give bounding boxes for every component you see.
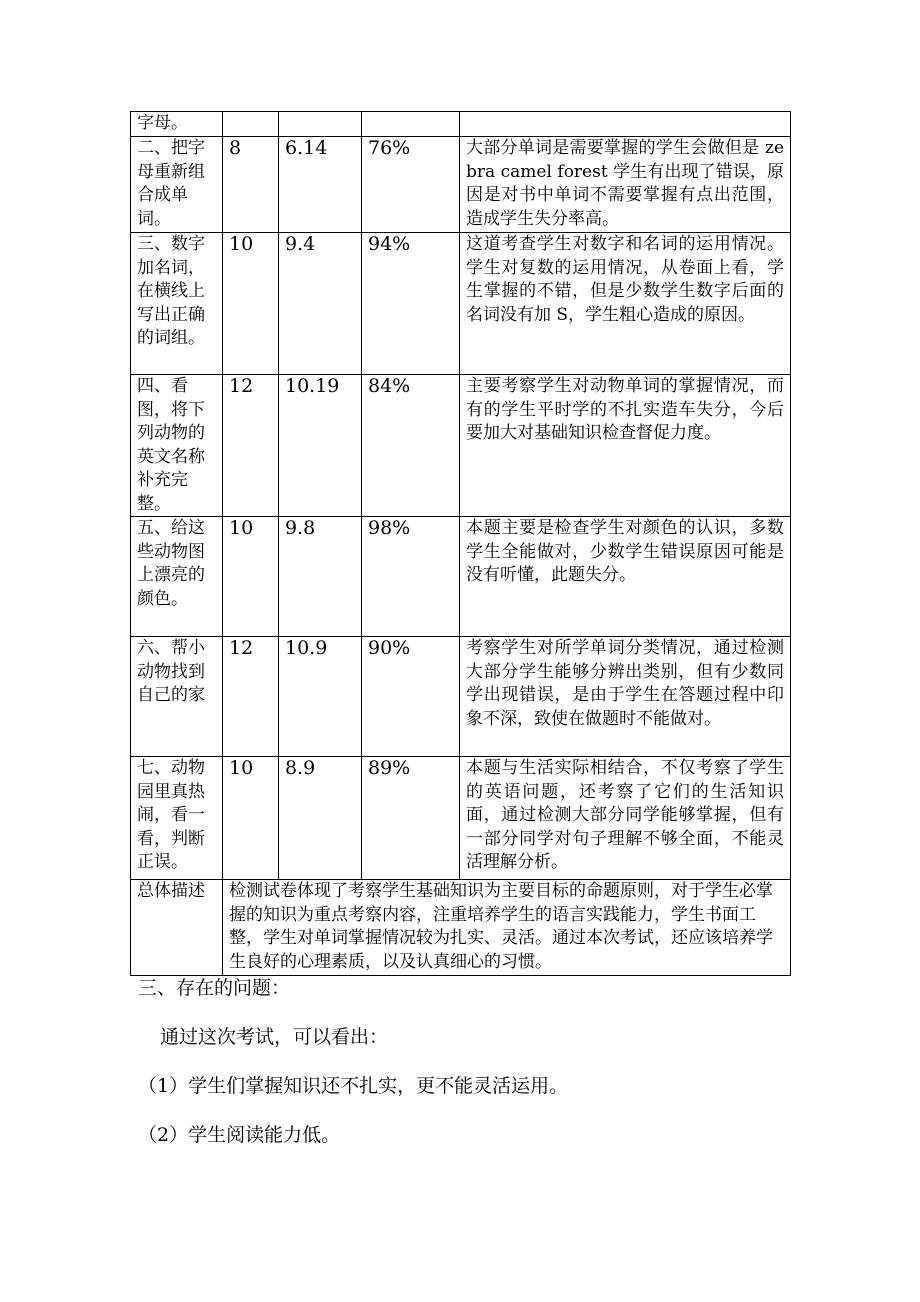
- average-cell: 10.19: [279, 375, 362, 517]
- rate-cell: 94%: [362, 233, 460, 375]
- average-cell: 9.8: [279, 517, 362, 637]
- score-cell: 10: [223, 233, 279, 375]
- table-row: [131, 112, 791, 137]
- score-cell: 12: [223, 375, 279, 517]
- summary-row: [131, 880, 791, 976]
- table-row: [131, 517, 791, 637]
- score-analysis-table: [130, 111, 791, 976]
- question-cell: 三、数字加名词，在横线上写出正确的词组。: [131, 233, 223, 375]
- score-cell: 8: [223, 137, 279, 233]
- problem-item: （2）学生阅读能力低。: [138, 1124, 341, 1146]
- rate-cell: 98%: [362, 517, 460, 637]
- comment-cell: 这道考查学生对数字和名词的运用情况。学生对复数的运用情况，从卷面上看，学生掌握的不错，但是少数学生数字后面的名词没有加 S，学生粗心造成的原因。: [460, 233, 791, 375]
- question-cell: 七、动物园里真热闹，看一看，判断正误。: [131, 757, 223, 880]
- problem-item: （1）学生们掌握知识还不扎实，更不能灵活运用。: [138, 1075, 569, 1097]
- summary-label: 总体描述: [131, 880, 223, 976]
- rate-cell: 76%: [362, 137, 460, 233]
- average-cell: 10.9: [279, 637, 362, 757]
- average-cell: 9.4: [279, 233, 362, 375]
- score-cell: 10: [223, 517, 279, 637]
- rate-cell: 90%: [362, 637, 460, 757]
- table-row: [131, 137, 791, 233]
- question-cell: 六、帮小动物找到自己的家: [131, 637, 223, 757]
- question-cell: 二、把字母重新组合成单词。: [131, 137, 223, 233]
- comment-cell: 本题与生活实际相结合，不仅考察了学生的英语问题，还考察了它们的生活知识面，通过检测大部分同学能够掌握，但有一部分同学对句子理解不够全面，不能灵活理解分析。: [460, 757, 791, 880]
- rate-cell: 84%: [362, 375, 460, 517]
- score-cell: 10: [223, 757, 279, 880]
- table-row: [131, 637, 791, 757]
- comment-cell: 考察学生对所学单词分类情况，通过检测大部分学生能够分辨出类别，但有少数同学出现错误，是由于学生在答题过程中印象不深，致使在做题时不能做对。: [460, 637, 791, 757]
- average-cell: [279, 112, 362, 137]
- average-cell: 6.14: [279, 137, 362, 233]
- table-row: [131, 375, 791, 517]
- question-cell: 字母。: [131, 112, 223, 137]
- question-cell: 五、给这些动物图上漂亮的颜色。: [131, 517, 223, 637]
- average-cell: 8.9: [279, 757, 362, 880]
- score-cell: 12: [223, 637, 279, 757]
- summary-text: 检测试卷体现了考察学生基础知识为主要目标的命题原则，对于学生必掌握的知识为重点考察内容，注重培养学生的语言实践能力，学生书面工整，学生对单词掌握情况较为扎实、灵活。通过本次考试，还应该培养学生良好的心理素质，以及认真细心的习惯。: [223, 880, 791, 976]
- table-row: [131, 233, 791, 375]
- question-cell: 四、看图，将下列动物的英文名称补充完整。: [131, 375, 223, 517]
- section-intro: 通过这次考试，可以看出：: [160, 1026, 389, 1048]
- table-row: [131, 757, 791, 880]
- comment-cell: 主要考察学生对动物单词的掌握情况，而有的学生平时学的不扎实造车失分，今后要加大对基础知识检查督促力度。: [460, 375, 791, 517]
- score-cell: [223, 112, 279, 137]
- comment-cell: 大部分单词是需要掌握的学生会做但是 zebra camel forest 学生有出现了错误，原因是对书中单词不需要掌握有点出范围，造成学生失分率高。: [460, 137, 791, 233]
- rate-cell: 89%: [362, 757, 460, 880]
- comment-cell: [460, 112, 791, 137]
- section-heading: 三、存在的问题：: [138, 977, 291, 999]
- comment-cell: 本题主要是检查学生对颜色的认识，多数学生全能做对，少数学生错误原因可能是没有听懂，此题失分。: [460, 517, 791, 637]
- rate-cell: [362, 112, 460, 137]
